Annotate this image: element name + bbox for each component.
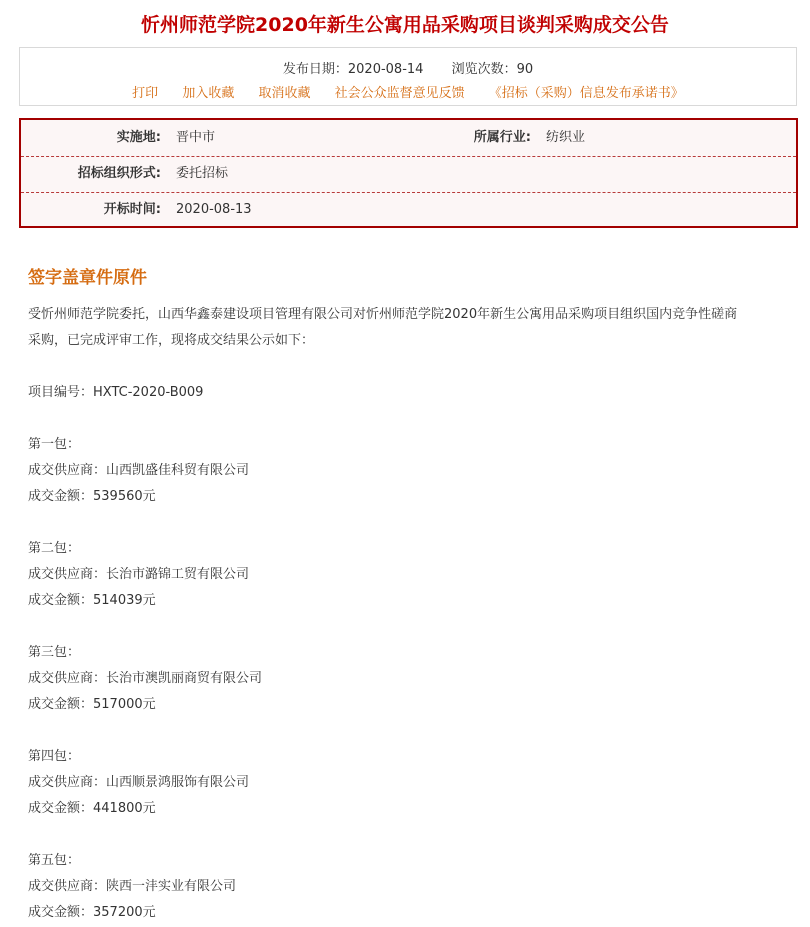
info-row bbox=[21, 120, 796, 157]
package-name: 第四包： bbox=[28, 749, 81, 764]
package-supplier: 成交供应商：陕西一沣实业有限公司 bbox=[28, 879, 237, 894]
package-amount: 成交金额：539560元 bbox=[28, 489, 156, 504]
view-count-label: 浏览次数： bbox=[451, 62, 517, 77]
bid-form-value: 委托招标 bbox=[176, 166, 229, 181]
add-favorite-link[interactable]: 加入收藏 bbox=[182, 86, 235, 101]
action-links bbox=[20, 82, 796, 101]
bid-form-label: 招标组织形式: bbox=[77, 166, 161, 181]
package-name: 第二包： bbox=[28, 541, 81, 556]
industry-value: 纺织业 bbox=[546, 130, 586, 145]
publish-date-value: 2020-08-14 bbox=[347, 62, 424, 77]
intro-line: 采购，已完成评审工作，现将成交结果公示如下： bbox=[28, 333, 315, 348]
remove-favorite-link[interactable]: 取消收藏 bbox=[258, 86, 311, 101]
announcement-body bbox=[28, 302, 788, 926]
publish-date-label: 发布日期： bbox=[282, 62, 348, 77]
view-count bbox=[452, 62, 534, 77]
info-row bbox=[21, 192, 796, 228]
publish-date bbox=[283, 62, 424, 77]
project-number: 项目编号：HXTC-2020-B009 bbox=[28, 385, 204, 400]
package-amount: 成交金额：517000元 bbox=[28, 697, 156, 712]
intro-line: 受忻州师范学院委托，山西华鑫泰建设项目管理有限公司对忻州师范学院2020年新生公寓用品采购项目组织国内竞争性磋商 bbox=[28, 307, 738, 322]
open-time-label: 开标时间: bbox=[103, 202, 161, 217]
package-name: 第三包： bbox=[28, 645, 81, 660]
page-title: 忻州师范学院2020年新生公寓用品采购项目谈判采购成交公告 bbox=[141, 14, 669, 36]
meta-box bbox=[19, 47, 797, 106]
package-amount: 成交金额：514039元 bbox=[28, 593, 156, 608]
industry-label: 所属行业: bbox=[473, 130, 531, 145]
package-supplier: 成交供应商：山西顺景鸿服饰有限公司 bbox=[28, 775, 250, 790]
project-info-table bbox=[19, 118, 798, 228]
print-link[interactable]: 打印 bbox=[132, 86, 159, 101]
package-name: 第一包： bbox=[28, 437, 81, 452]
location-label: 实施地: bbox=[116, 130, 161, 145]
meta-info bbox=[20, 58, 796, 77]
package-supplier: 成交供应商：山西凯盛佳科贸有限公司 bbox=[28, 463, 250, 478]
section-title: 签字盖章件原件 bbox=[28, 268, 147, 288]
info-row bbox=[21, 156, 796, 193]
open-time-value: 2020-08-13 bbox=[176, 202, 252, 217]
commitment-link[interactable]: 《招标（采购）信息发布承诺书》 bbox=[488, 86, 684, 101]
location-value: 晋中市 bbox=[176, 130, 216, 145]
view-count-value: 90 bbox=[516, 62, 534, 77]
feedback-link[interactable]: 社会公众监督意见反馈 bbox=[334, 86, 465, 101]
package-name: 第五包： bbox=[28, 853, 81, 868]
package-amount: 成交金额：357200元 bbox=[28, 905, 156, 920]
package-supplier: 成交供应商：长治市潞锦工贸有限公司 bbox=[28, 567, 250, 582]
package-supplier: 成交供应商：长治市澳凯丽商贸有限公司 bbox=[28, 671, 263, 686]
package-amount: 成交金额：441800元 bbox=[28, 801, 156, 816]
